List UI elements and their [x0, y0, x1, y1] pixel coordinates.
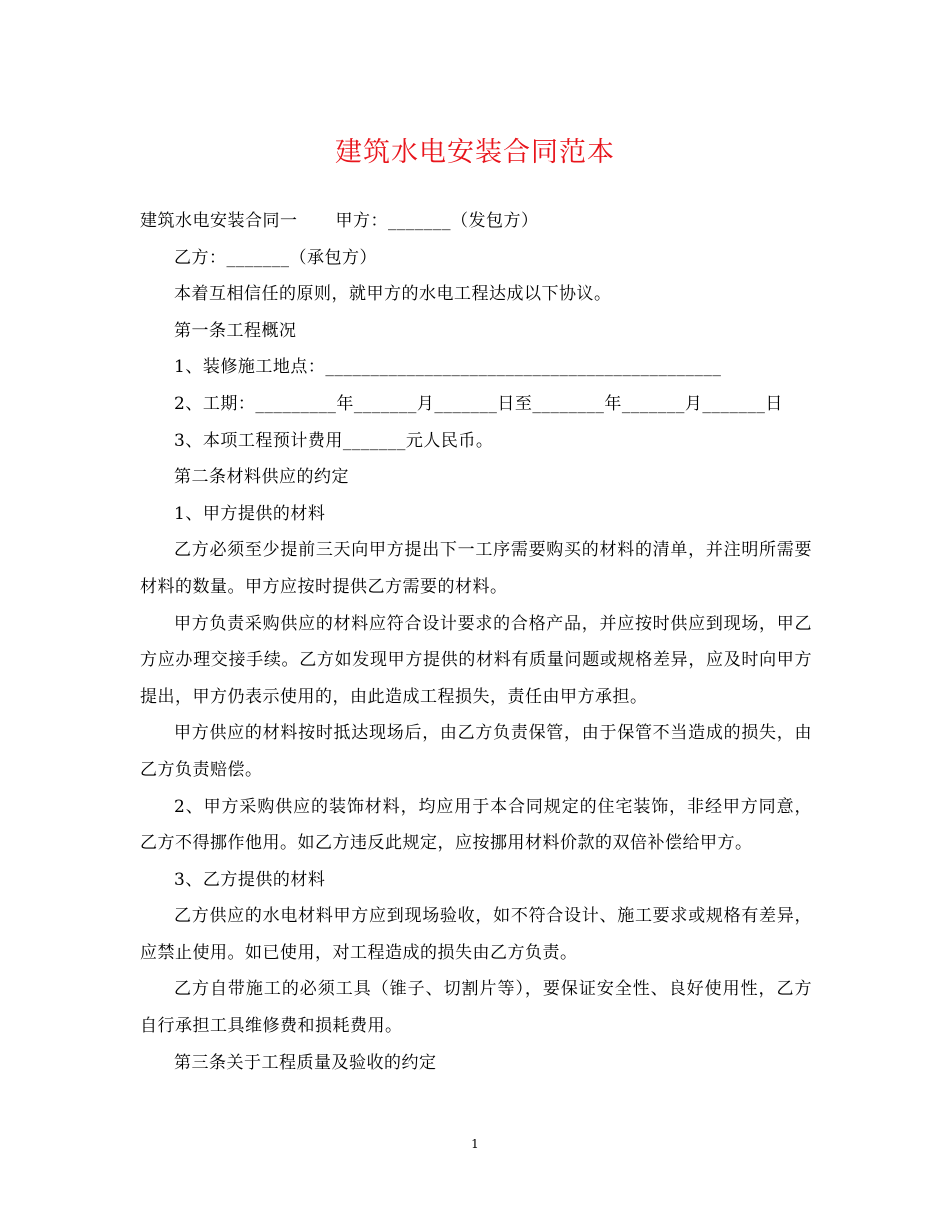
paragraph: 甲方负责采购供应的材料应符合设计要求的合格产品，并应按时供应到现场，甲乙方应办理交接手续。乙方如发现甲方提供的材料有质量问题或规格差异，应及时向甲方提出，甲方仍表示使用的，由此造成工程损失，责任由甲方承担。: [140, 613, 812, 707]
document-body: [140, 203, 812, 1081]
clause-cost: 3、本项工程预计费用_______元人民币。: [174, 430, 494, 451]
clause-party-b-materials: 3、乙方提供的材料: [174, 869, 326, 890]
paragraph: 甲方供应的材料按时抵达现场后，由乙方负责保管，由于保管不当造成的损失，由乙方负责赔偿。: [140, 723, 812, 780]
preamble: 本着互相信任的原则，就甲方的水电工程达成以下协议。: [174, 284, 612, 305]
paragraph: 乙方供应的水电材料甲方应到现场验收，如不符合设计、施工要求或规格有差异，应禁止使用。如已使用，对工程造成的损失由乙方负责。: [140, 906, 812, 963]
clause-location: 1、装修施工地点：____________________________________________: [174, 357, 722, 378]
paragraph: 乙方必须至少提前三天向甲方提出下一工序需要购买的材料的清单，并注明所需要材料的数量。甲方应按时提供乙方需要的材料。: [140, 540, 812, 597]
clause-party-a-materials: 1、甲方提供的材料: [174, 503, 326, 524]
article-2-heading: 第二条材料供应的约定: [174, 467, 349, 488]
paragraph: 乙方自带施工的必须工具（锥子、切割片等），要保证安全性、良好使用性，乙方自行承担工具维修费和损耗费用。: [140, 979, 812, 1037]
contract-name: 建筑水电安装合同一: [140, 211, 298, 231]
page-number: 1: [471, 1137, 479, 1151]
article-3-heading: 第三条关于工程质量及验收的约定: [174, 1052, 437, 1073]
paragraph: 2、甲方采购供应的装饰材料，均应用于本合同规定的住宅装饰，非经甲方同意，乙方不得挪作他用。如乙方违反此规定，应按挪用材料价款的双倍补偿给甲方。: [140, 796, 812, 854]
contract-header-line: [140, 203, 812, 240]
party-a-line: 甲方：_______（发包方）: [335, 211, 539, 231]
party-b-line: 乙方：_______（承包方）: [174, 247, 377, 268]
clause-duration: 2、工期：_________年_______月_______日至________年_______月_______日: [174, 393, 783, 414]
article-1-heading: 第一条工程概况: [174, 320, 297, 341]
document-title: 建筑水电安装合同范本: [335, 137, 615, 168]
